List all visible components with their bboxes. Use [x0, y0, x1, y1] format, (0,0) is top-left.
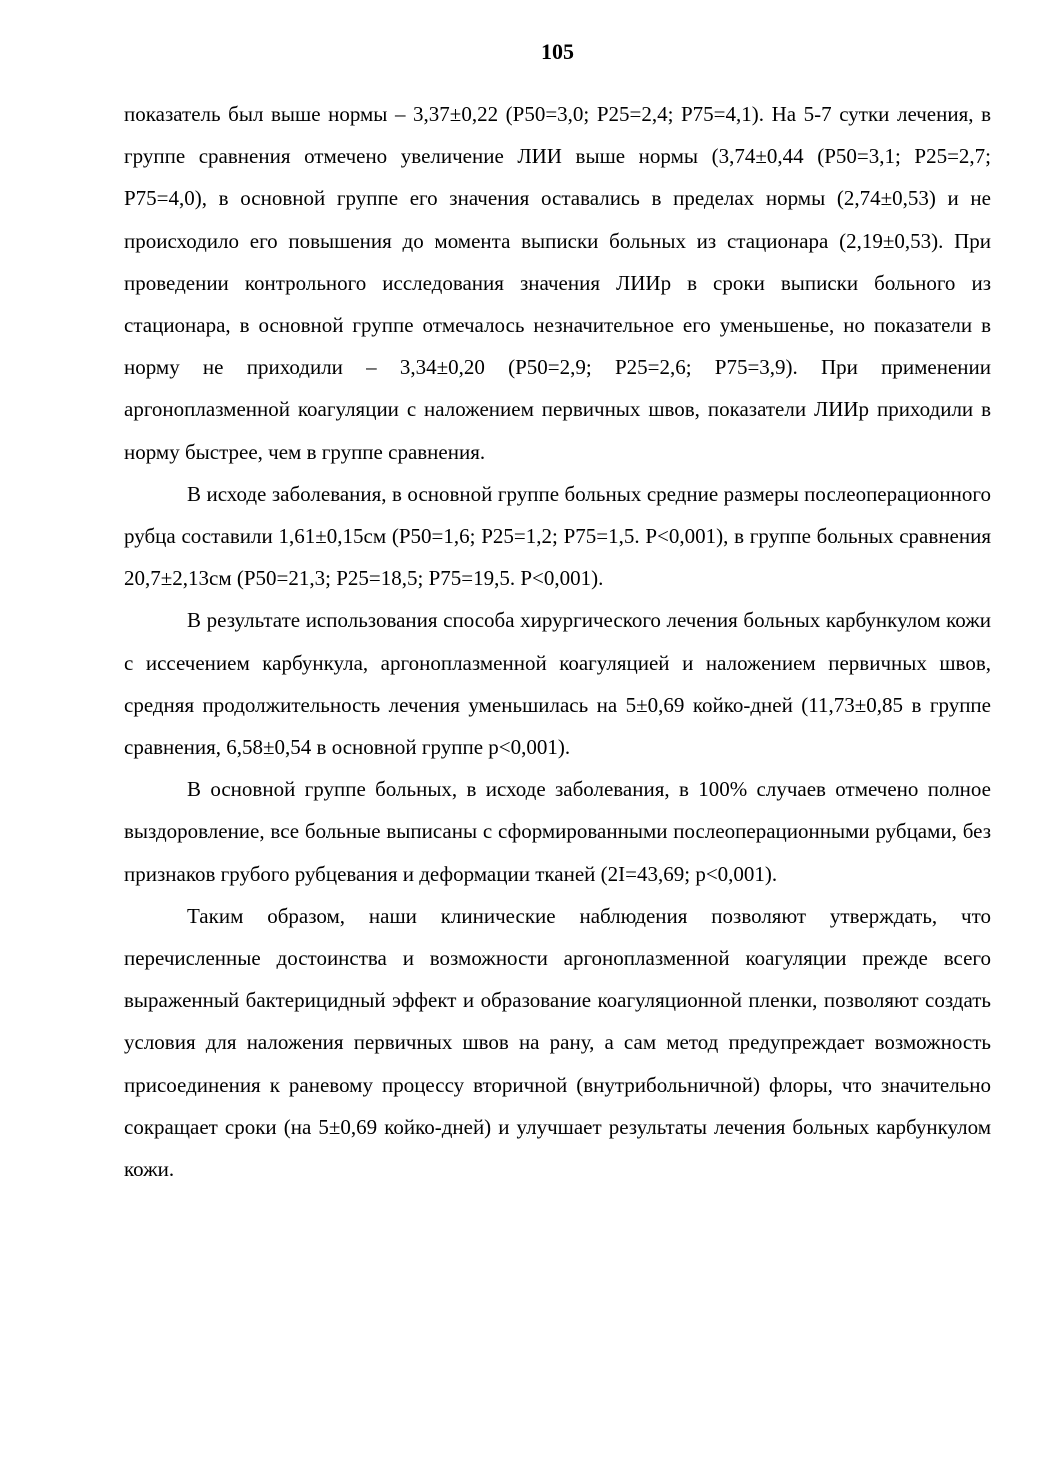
paragraph-recovery-outcome: В основной группе больных, в исходе заболевания, в 100% случаев отмечено полное выздоровление, все больные выписаны с сформированными послеоперационными рубцами, без признаков грубого рубцевания и деформации тканей (2I=43,69; p<0,001).: [124, 777, 991, 886]
paragraph-conclusion: Таким образом, наши клинические наблюдения позволяют утверждать, что перечисленные достоинства и возможности аргоноплазменной коагуляции прежде всего выраженный бактерицидный эффект и образование коагуляционной пленки, позволяют создать условия для наложения первичных швов на рану, а сам метод предупреждает возможность присоединения к раневому процессу вторичной (внутрибольничной) флоры, что значительно сокращает сроки (на 5±0,69 койко-дней) и улучшает результаты лечения больных карбункулом кожи.: [124, 903, 991, 1182]
paragraph-treatment-duration: В результате использования способа хирургического лечения больных карбункулом кожи с иссечением карбункула, аргоноплазменной коагуляцией и наложением первичных швов, средняя продолжительность лечения уменьшилась на 5±0,69 койко-дней (11,73±0,85 в группе сравнения, 6,58±0,54 в основной группе p<0,001).: [124, 608, 991, 760]
paragraph-lii-indicators: показатель был выше нормы – 3,37±0,22 (P50=3,0; P25=2,4; P75=4,1). На 5-7 сутки лечения, в группе сравнения отмечено увеличение ЛИИ выше нормы (3,74±0,44 (P50=3,1; P25=2,7; P75=4,0), в основной группе его значения оставались в пределах нормы (2,74±0,53) и не происходило его повышения до момента выписки больных из стационара (2,19±0,53). При проведении контрольного исследования значения ЛИИр в сроки выписки больного из стационара, в основной группе отмечалось незначительное его уменьшенье, но показатели в норму не приходили – 3,34±0,20 (P50=2,9; P25=2,6; P75=3,9). При применении аргоноплазменной коагуляции с наложением первичных швов, показатели ЛИИр приходили в норму быстрее, чем в группе сравнения.: [124, 102, 991, 464]
paragraph-scar-size: В исходе заболевания, в основной группе больных средние размеры послеоперационного рубца составили 1,61±0,15см (P50=1,6; P25=1,2; P75=1,5. P<0,001), в группе больных сравнения 20,7±2,13см (P50=21,3; P25=18,5; P75=19,5. P<0,001).: [124, 481, 991, 591]
page-number: 105: [541, 39, 574, 64]
body-text: [124, 93, 991, 1190]
